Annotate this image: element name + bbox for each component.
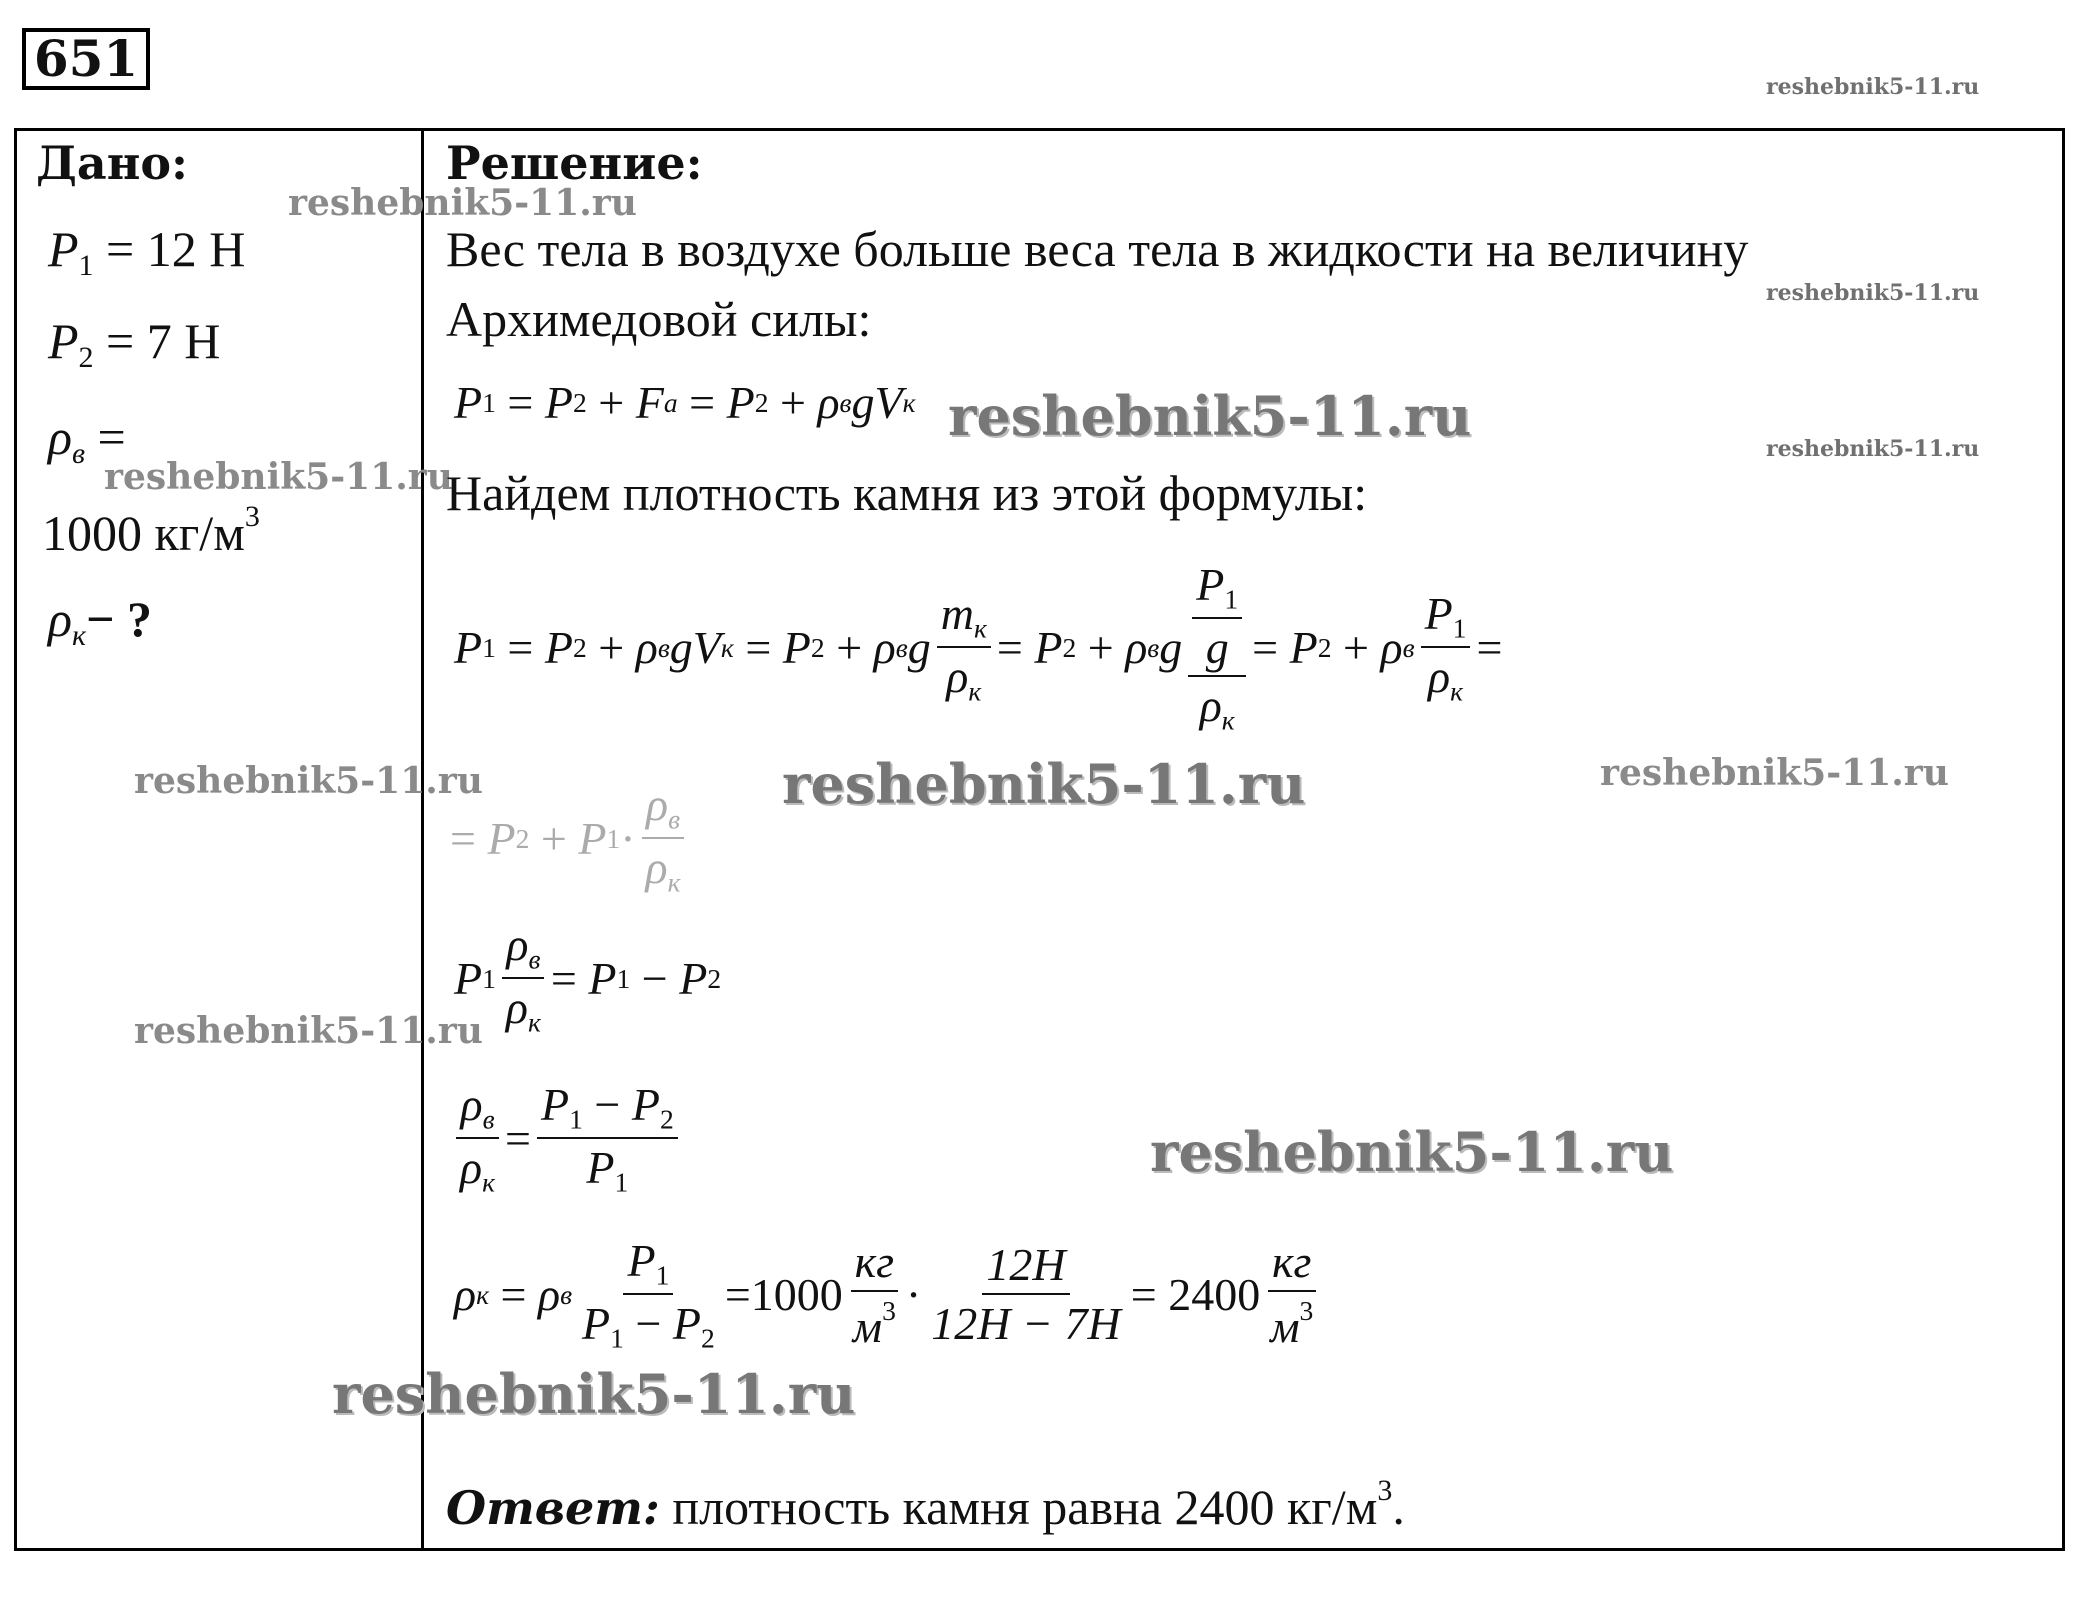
given-p1: $P_1 = 12$ Н	[48, 221, 246, 282]
given-p2-value: = 7 Н	[106, 313, 221, 369]
equation-continuation: = P 2 + P 1 · $\frac{\rho_в}{\rho_к}$	[450, 780, 691, 897]
given-rho-water-number: 1000 кг/м	[42, 505, 245, 561]
watermark: reshebnik5-11.ru	[1150, 1120, 1674, 1184]
watermark: reshebnik5-11.ru	[134, 1010, 483, 1052]
unit-kg-m3-2: $\frac{кг}{м^3}$	[1266, 1237, 1317, 1352]
equation-chain: P 1 = P 2 + ρ в gV к = P 2 + ρ в g $\frac{m_к}{\rho_к}$ = P 2 + ρ в g $\frac{\frac{P_1}{g}}{\rho_к}$ = P 2 + ρ в $\frac{P_1}{\rho_к}$ =	[454, 559, 1503, 736]
watermark: reshebnik5-11.ru	[134, 760, 483, 802]
fraction-nested: $\frac{\frac{P_1}{g}}{\rho_к}$	[1188, 560, 1246, 736]
equation-archimedes: P 1 = P 2 + F a = P 2 + ρ в gV к	[454, 377, 916, 428]
equation-p1-ratio: P 1 $\frac{\rho_в}{\rho_к}$ = P 1 − P 2	[454, 919, 722, 1037]
watermark: reshebnik5-11.ru	[782, 752, 1306, 816]
watermark: reshebnik5-11.ru	[332, 1362, 856, 1426]
fraction-rhov-rhok: $\frac{\rho_в}{\rho_к}$	[642, 780, 685, 897]
given-rho-water: $\rho_в$ =	[48, 409, 126, 470]
solution-text-line2: Архимедовой силы:	[446, 291, 872, 347]
equation-final: ρ к = ρ в $\frac{P_1}{P_1 - P_2}$ = 1000 $\frac{кг}{м^3}$ · $\frac{12H}{12H - 7H}$ = 2400 $\frac{кг}{м^3}$	[454, 1236, 1323, 1353]
answer-text: плотность камня равна 2400 кг/м	[672, 1479, 1378, 1535]
value-2400: 2400	[1168, 1269, 1261, 1321]
unit-kg-m3-1: $\frac{кг}{м^3}$	[849, 1237, 900, 1352]
fraction-mk-rhok: $\frac{m_к}{\rho_к}$	[937, 589, 991, 706]
given-p2: $P_2 = 7$ Н	[48, 313, 221, 374]
watermark: reshebnik5-11.ru	[288, 182, 637, 224]
fraction-12h: $\frac{12H}{12H - 7H}$	[931, 1239, 1121, 1349]
value-1000: 1000	[750, 1269, 843, 1321]
watermark: reshebnik5-11.ru	[1600, 752, 1949, 794]
watermark: reshebnik5-11.ru	[1766, 436, 1980, 462]
watermark: reshebnik5-11.ru	[1766, 280, 1980, 306]
watermark: reshebnik5-11.ru	[104, 456, 453, 498]
fraction-p1-rhok: $\frac{P_1}{\rho_к}$	[1421, 589, 1471, 706]
given-rho-water-eq: =	[97, 409, 126, 465]
watermark: reshebnik5-11.ru	[1766, 74, 1980, 100]
given-p1-value: = 12 Н	[106, 221, 246, 277]
fraction-p1-over-diff: $\frac{P_1}{P_1 - P_2}$	[582, 1235, 715, 1353]
answer-line: Ответ: плотность камня равна 2400 $кг/м^3$.	[446, 1474, 1405, 1535]
watermark: reshebnik5-11.ru	[948, 384, 1472, 448]
solution-text-line1: Вес тела в воздухе больше веса тела в жидкости на величину	[446, 221, 1749, 277]
problem-number: 651	[22, 28, 150, 90]
given-rho-stone-question: $\rho_к-$ ?	[48, 591, 153, 652]
given-question-mark: − ?	[86, 591, 153, 647]
answer-label: Ответ:	[446, 1481, 660, 1535]
answer-end: .	[1392, 1479, 1405, 1535]
column-divider	[421, 128, 424, 1551]
given-heading: Дано:	[36, 136, 189, 190]
fraction-rhov-rhok-3: $\frac{\rho_в}{\rho_к}$	[456, 1080, 499, 1197]
solution-heading: Решение:	[446, 136, 703, 190]
equation-density-ratio: $\frac{\rho_в}{\rho_к}$ = $\frac{P_1 - P_2}{P_1}$	[450, 1080, 684, 1197]
solution-text-line3: Найдем плотность камня из этой формулы:	[446, 465, 1368, 521]
fraction-rhov-rhok-2: $\frac{\rho_в}{\rho_к}$	[502, 920, 545, 1037]
given-rho-water-value: 1000 $кг/м^3$	[42, 500, 260, 561]
fraction-p1-minus-p2-over-p1: $\frac{P_1 - P_2}{P_1}$	[537, 1080, 678, 1197]
